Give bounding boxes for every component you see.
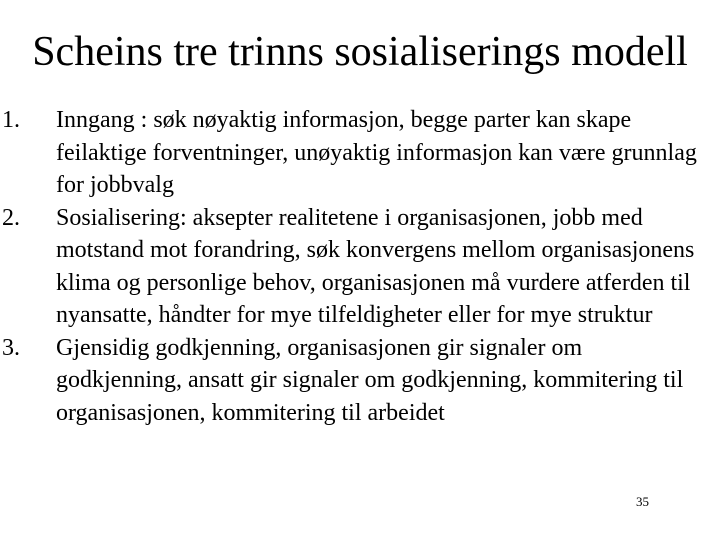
list-item-text: Sosialisering: aksepter realitetene i organisasjonen, jobb med motstand mot forandring, søk konvergens mellom organisasjonens klima og personlige behov, organisasjonen må vurdere atferden til nyansatte, håndter for mye tilfeldigheter eller for mye struktur xyxy=(56,204,695,328)
list-item-number: 2. xyxy=(2,204,20,231)
list-item-number: 1. xyxy=(2,107,20,133)
numbered-list xyxy=(0,104,720,429)
list-item-text: Gjensidig godkjenning, organisasjonen gir signaler om godkjenning, ansatt gir signaler om godkjenning, kommitering til organisasjonen, kommitering til arbeidet xyxy=(56,334,684,426)
list-item-number: 3. xyxy=(2,334,20,361)
list-item xyxy=(0,104,720,202)
list-item xyxy=(0,332,720,430)
list-item xyxy=(0,202,720,332)
slide-title: Scheins tre trinns sosialiserings modell xyxy=(32,29,688,75)
page-number: 35 xyxy=(636,494,649,509)
list-item-text: Inngang : søk nøyaktig informasjon, begge parter kan skape feilaktige forventninger, unøyaktig informasjon kan være grunnlag for jobbvalg xyxy=(56,107,697,198)
